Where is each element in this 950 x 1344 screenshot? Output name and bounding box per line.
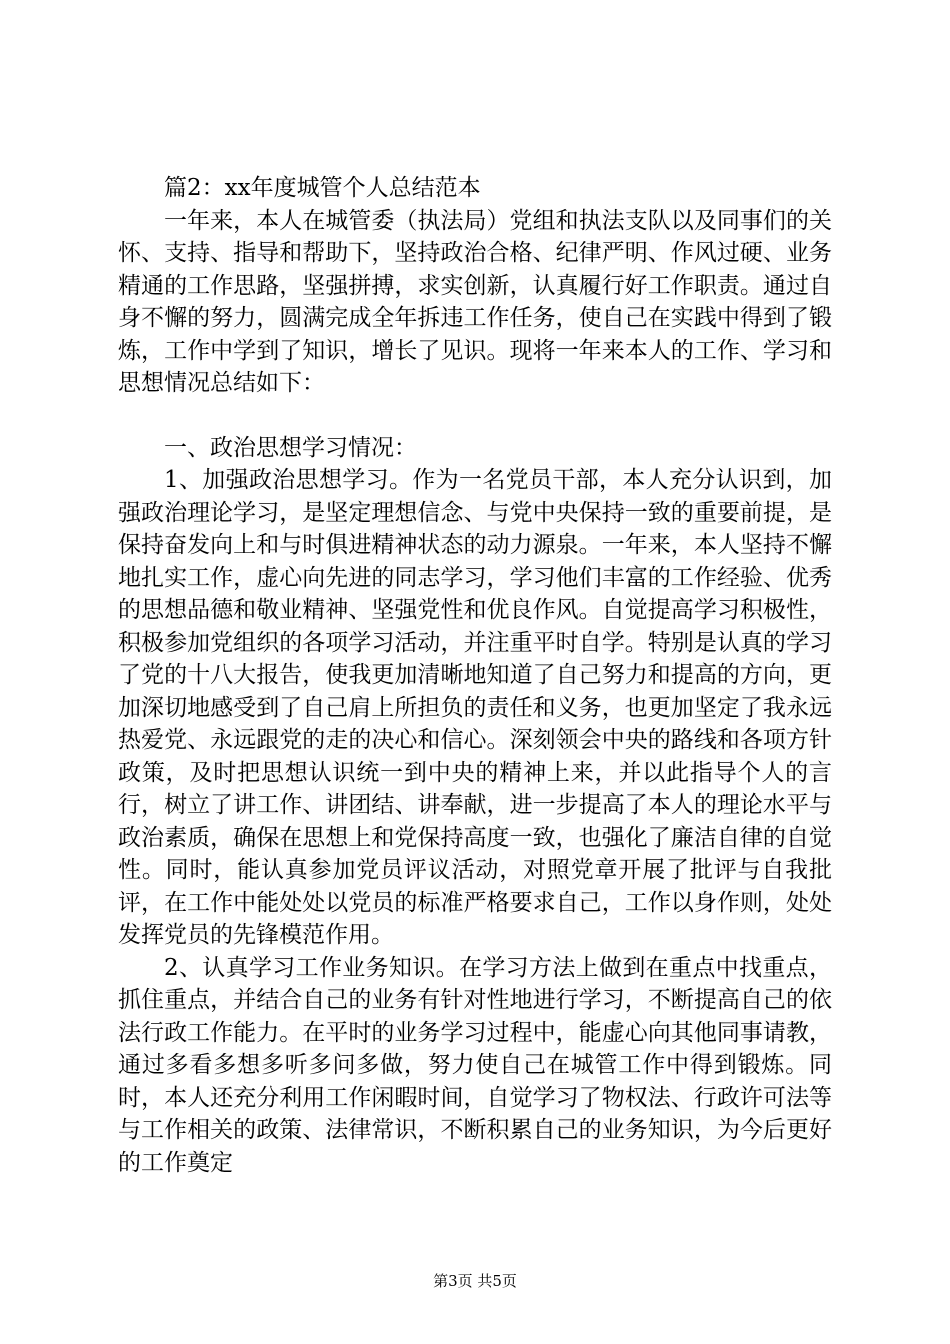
document-body <box>118 172 832 1179</box>
intro-paragraph: 一年来，本人在城管委（执法局）党组和执法支队以及同事们的关怀、支持、指导和帮助下，坚持政治合格、纪律严明、作风过硬、业务精通的工作思路，坚强拼搏，求实创新，认真履行好工作职责。通过自身不懈的努力，圆满完成全年拆违工作任务，使自己在实践中得到了锻炼，工作中学到了知识，增长了见识。现将一年来本人的工作、学习和思想情况总结如下： <box>118 207 832 396</box>
section-heading: 一、政治思想学习情况： <box>164 434 417 461</box>
body-paragraph-1: 1、加强政治思想学习。作为一名党员干部，本人充分认识到，加强政治理论学习，是坚定理想信念、与党中央保持一致的重要前提，是保持奋发向上和与时俱进精神状态的动力源泉。一年来，本人坚持不懈地扎实工作，虚心向先进的同志学习，学习他们丰富的工作经验、优秀的思想品德和敬业精神、坚强党性和优良作风。自觉提高学习积极性，积极参加党组织的各项学习活动，并注重平时自学。特别是认真的学习了党的十八大报告，使我更加清晰地知道了自己努力和提高的方向，更加深切地感受到了自己肩上所担负的责任和义务，也更加坚定了我永远热爱党、永远跟党的走的决心和信心。深刻领会中央的路线和各项方针政策，及时把思想认识统一到中央的精神上来，并以此指导个人的言行，树立了讲工作、讲团结、讲奉献，进一步提高了本人的理论水平与政治素质，确保在思想上和党保持高度一致，也强化了廉洁自律的自觉性。同时，能认真参加党员评议活动，对照党章开展了批评与自我批评，在工作中能处处以党员的标准严格要求自己，工作以身作则，处处发挥党员的先锋模范作用。 <box>118 467 832 948</box>
page-footer: 第3页 共5页 <box>433 1272 517 1290</box>
body-paragraph-2: 2、认真学习工作业务知识。在学习方法上做到在重点中找重点，抓住重点，并结合自己的业务有针对性地进行学习，不断提高自己的依法行政工作能力。在平时的业务学习过程中，能虚心向其他同事请教，通过多看多想多听多问多做，努力使自己在城管工作中得到锻炼。同时，本人还充分利用工作闲暇时间，自觉学习了物权法、行政许可法等与工作相关的政策、法律常识，不断积累自己的业务知识，为今后更好的工作奠定 <box>118 954 832 1176</box>
paragraph-spacer <box>118 400 832 432</box>
document-title: 篇2：xx年度城管个人总结范本 <box>164 175 481 201</box>
